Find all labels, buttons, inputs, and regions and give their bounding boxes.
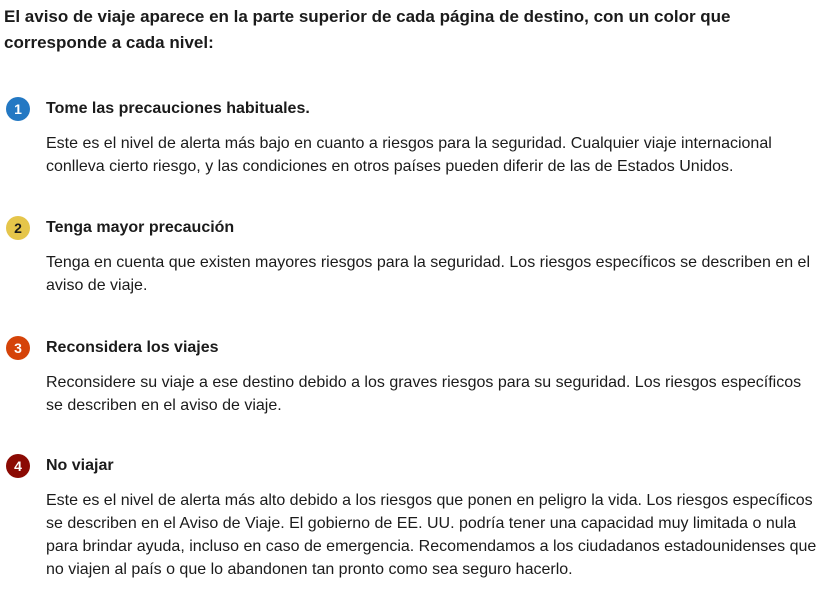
- level-4-description: Este es el nivel de alerta más alto debido a los riesgos que ponen en peligro la vida. Los riesgos específicos se describen en el Aviso de Viaje. El gobierno de EE. UU. podría tener una capacidad muy limitada o nula para brindar ayuda, incluso en caso de emergencia. Recomendamos a los ciudadanos estadounidenses que no viajen al país o que lo abandonen tan pronto como sea seguro hacerlo.: [46, 492, 817, 578]
- level-1-header: [6, 96, 310, 122]
- intro-text: El aviso de viaje aparece en la parte superior de cada página de destino, con un color que corresponde a cada nivel:: [4, 7, 731, 52]
- level-2-title: Tenga mayor precaución: [46, 219, 235, 236]
- level-1-title: Tome las precauciones habituales.: [46, 100, 310, 117]
- level-2-header: [6, 215, 234, 241]
- level-4-header: [6, 453, 114, 479]
- level-4-badge: 4: [6, 454, 30, 478]
- level-3-header: [6, 335, 219, 361]
- level-3-title: Reconsidera los viajes: [46, 339, 219, 356]
- level-1-description: Este es el nivel de alerta más bajo en cuanto a riesgos para la seguridad. Cualquier viaje internacional conlleva cierto riesgo, y las condiciones en otros países pueden diferir de las de Estados Unidos.: [46, 135, 772, 175]
- level-3-badge: 3: [6, 336, 30, 360]
- level-3-description: Reconsidere su viaje a ese destino debido a los graves riesgos para su seguridad. Los riesgos específicos se describen en el aviso de viaje.: [46, 374, 802, 414]
- level-2-description: Tenga en cuenta que existen mayores riesgos para la seguridad. Los riesgos específicos se describen en el aviso de viaje.: [46, 254, 811, 294]
- level-1-badge: 1: [6, 97, 30, 121]
- level-2-badge: 2: [6, 216, 30, 240]
- level-4-title: No viajar: [46, 457, 114, 474]
